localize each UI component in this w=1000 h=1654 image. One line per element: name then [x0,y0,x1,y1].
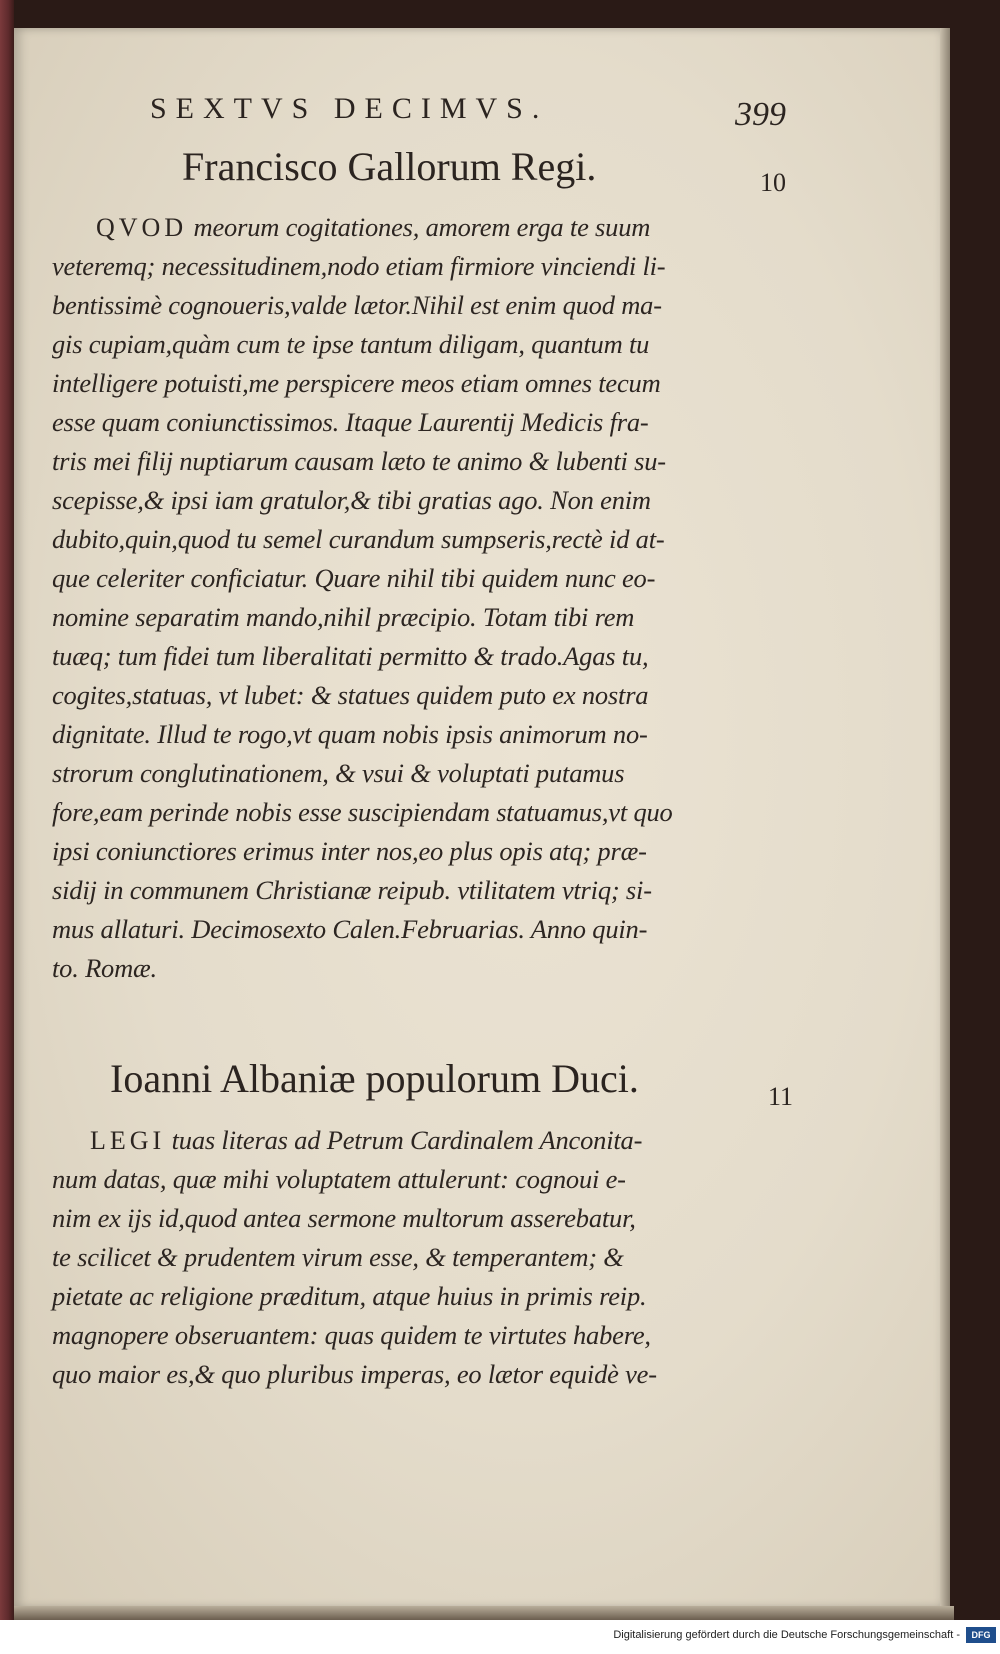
funding-credit: Digitalisierung gefördert durch die Deutsche Forschungsgemeinschaft - [613,1629,960,1641]
text-line: nomine separatim mando,nihil præcipio. Totam tibi rem [52,602,635,632]
text-line [52,208,673,247]
text-line: nim ex ijs id,quod antea sermone multorum asserebatur, [52,1203,636,1233]
text-line: pietate ac religione præditum, atque huius in primis reip. [52,1281,647,1311]
letter-number: 11 [768,1082,794,1111]
text-line: dubito,quin,quod tu semel curandum sumpseris,rectè id at- [52,524,665,554]
text-line: veteremq; necessitudinem,nodo etiam firmiore vinciendi li- [52,251,666,281]
letter-heading: Francisco Gallorum Regi. [182,144,597,189]
dfg-logo: DFG [966,1627,996,1643]
page-bottom-edge [14,1606,954,1620]
text-line: num datas, quæ mihi voluptatem attulerunt: cognoui e- [52,1164,626,1194]
text-line: fore,eam perinde nobis esse suscipiendam statuamus,vt quo [52,797,673,827]
text-line: dignitate. Illud te rogo,vt quam nobis ipsis animorum no- [52,719,648,749]
text-line: que celeriter conficiatur. Quare nihil tibi quidem nunc eo- [52,563,656,593]
text-line: bentissimè cognoueris,valde lætor.Nihil est enim quod ma- [52,290,662,320]
text-line: sidij in communem Christianæ reipub. vtilitatem vtriq; si- [52,875,652,905]
line-text: meorum cogitationes, amorem erga te suum [187,212,651,242]
running-head: SEXTVS DECIMVS. [150,92,549,125]
text-line [52,1121,657,1160]
text-line: gis cupiam,quàm cum te ipse tantum diligam, quantum tu [52,329,650,359]
text-line: esse quam coniunctissimos. Itaque Laurentij Medicis fra- [52,407,649,437]
text-line: cogites,statuas, vt lubet: & statues quidem puto ex nostra [52,680,649,710]
letter-body [52,1121,657,1394]
page-edge [940,28,950,1608]
binding-edge [0,0,14,1654]
text-line: scepisse,& ipsi iam gratulor,& tibi gratias ago. Non enim [52,485,651,515]
text-line: tuæq; tum fidei tum liberalitati permitto & trado.Agas tu, [52,641,649,671]
line-text: tuas literas ad Petrum Cardinalem Anconita- [165,1125,643,1155]
letter-heading: Ioanni Albaniæ populorum Duci. [110,1056,639,1101]
text-line: ipsi coniunctiores erimus inter nos,eo plus opis atq; præ- [52,836,647,866]
text-line: magnopere obseruantem: quas quidem te virtutes habere, [52,1320,651,1350]
text-line: tris mei filij nuptiarum causam læto te animo & lubenti su- [52,446,666,476]
text-line: mus allaturi. Decimosexto Calen.Februarias. Anno quin- [52,914,648,944]
opening-word: QVOD [96,213,188,242]
letter-number: 10 [760,168,786,197]
text-line: te scilicet & prudentem virum esse, & temperantem; & [52,1242,624,1272]
page-number: 399 [735,96,786,133]
text-line: quo maior es,& quo pluribus imperas, eo lætor equidè ve- [52,1359,657,1389]
text-line: strorum conglutinationem, & vsui & voluptati putamus [52,758,625,788]
text-line: intelligere potuisti,me perspicere meos etiam omnes tecum [52,368,661,398]
footer-strip [0,1620,1000,1654]
letter-body [52,208,673,988]
text-line: to. Romæ. [52,953,157,983]
opening-word: LEGI [90,1126,166,1155]
